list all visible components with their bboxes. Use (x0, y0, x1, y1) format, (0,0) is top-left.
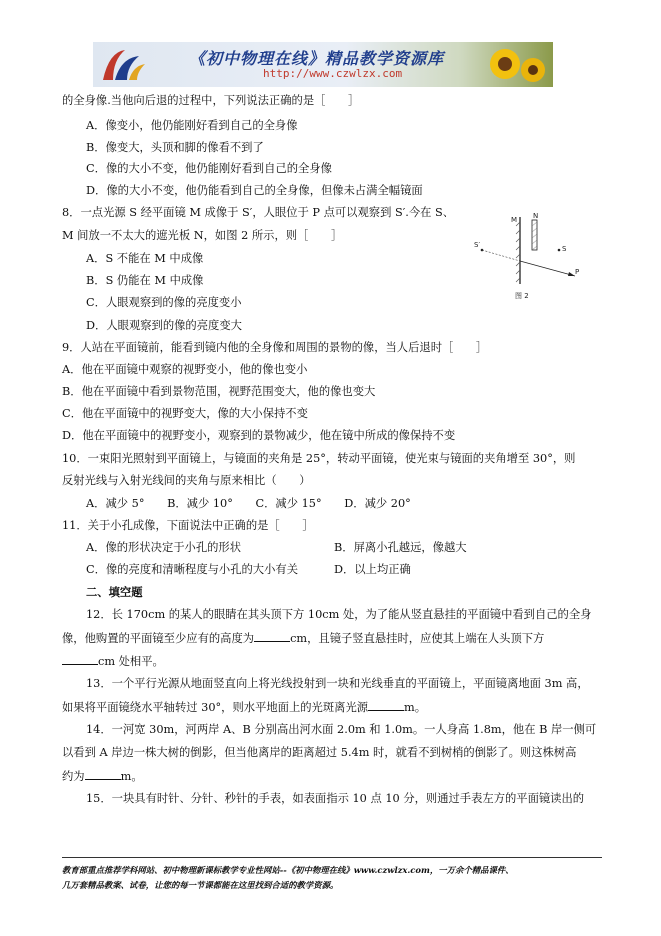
q12-line1: 12．长 170cm 的某人的眼睛在其头顶下方 10cm 处，为了能从竖直悬挂的平面镜中看到自己的全身 (86, 608, 592, 621)
q8-option-d: D．人眼观察到的像的亮度变大 (86, 319, 242, 332)
footer-line-1: 教育部重点推荐学科网站、初中物理新课标教学专业性网站--《初中物理在线》www.czwlzx.com，一万余个精品课件、 (62, 865, 514, 875)
q7-option-c: C．像的大小不变，他仍能刚好看到自己的全身像 (86, 162, 332, 175)
q9-option-a: A．他在平面镜中观察的视野变小，他的像也变小 (62, 363, 308, 376)
mirror-label: M (511, 216, 518, 224)
ray-arrow-icon (568, 272, 575, 276)
reflected-ray (520, 261, 575, 276)
q9-option-d: D．他在平面镜中的视野变小，观察到的景物减少，他在镜中所成的像保持不变 (62, 429, 456, 442)
q13-line1: 13．一个平行光源从地面竖直向上将光线投射到一块和光线垂直的平面镜上，平面镜离地面 3m 高， (86, 677, 589, 690)
board-label: N (533, 212, 539, 220)
q9-option-b: B．他在平面镜中看到景物范围，视野范围变大，他的像也变大 (62, 385, 376, 398)
q14-line3 (62, 768, 143, 785)
q7-stem-end: 的全身像.当他向后退的过程中，下列说法正确的是［ ］ (62, 94, 360, 107)
q8-option-b: B．S 仍能在 M 中成像 (86, 274, 204, 287)
source-label: S (562, 245, 567, 253)
q15-line1: 15．一块具有时针、分针、秒针的手表，如表面指示 10 点 10 分，则通过手表左方的平面镜读出的 (86, 792, 585, 805)
header-banner (93, 42, 553, 87)
banner-title: 《初中物理在线》精品教学资源库 (189, 49, 445, 68)
q10-stem-line2: 反射光线与入射光线间的夹角与原来相比（ ） (62, 474, 311, 487)
q7-option-a: A．像变小，他仍能刚好看到自己的全身像 (86, 119, 298, 132)
q12-blank-1[interactable] (254, 630, 290, 642)
figure-caption: 图 2 (515, 292, 529, 300)
eye-label: P (575, 268, 580, 276)
q14-blank[interactable] (85, 768, 121, 780)
q13-text-a: 如果将平面镜绕水平轴转过 30°，则水平地面上的光斑离光源 (62, 701, 369, 714)
q12-text-b: cm，且镜子竖直悬挂时，应使其上端在人头顶下方 (290, 632, 545, 645)
figure-2-diagram (471, 212, 599, 304)
q14-text-a: 约为 (62, 770, 85, 783)
q11-option-a: A．像的形状决定于小孔的形状 (86, 541, 242, 554)
footer-divider (62, 857, 602, 858)
image-label: S′ (474, 241, 481, 249)
banner-url[interactable]: http://www.czwlzx.com (263, 67, 403, 80)
q11-option-c: C．像的亮度和清晰程度与小孔的大小有关 (86, 563, 298, 576)
q8-option-a: A．S 不能在 M 中成像 (86, 252, 204, 265)
sunflower-icon (485, 44, 547, 86)
q14-line1: 14．一河宽 30m，河两岸 A、B 分别高出河水面 2.0m 和 1.0m。一人身高 1.8m，他在 B 岸一侧可 (86, 723, 597, 736)
q10-options: A．减少 5° B．减少 10° C．减少 15° D．减少 20° (86, 497, 411, 510)
q14-line2: 以看到 A 岸边一株大树的倒影，但当他离岸的距离超过 5.4m 时，就看不到树梢的倒影了。则这株树高 (62, 746, 577, 759)
q12-line3 (62, 653, 164, 670)
q12-line2 (62, 630, 544, 647)
q7-option-b: B．像变大，头顶和脚的像看不到了 (86, 141, 264, 154)
q13-line2 (62, 699, 426, 716)
footer-line-2: 几万套精品教案、试卷，让您的每一节课都能在这里找到合适的教学资源。 (62, 880, 339, 890)
site-logo-icon (99, 46, 147, 84)
q13-blank[interactable] (368, 699, 404, 711)
q12-blank-2[interactable] (62, 653, 98, 665)
q10-stem-line1: 10．一束阳光照射到平面镜上，与镜面的夹角是 25°，转动平面镜，使光束与镜面的夹角增至 30°，则 (62, 452, 576, 465)
q7-option-d: D．像的大小不变，他仍能看到自己的全身像，但像未占满全幅镜面 (86, 184, 423, 197)
q14-text-b: m。 (120, 770, 143, 783)
q11-option-d: D．以上均正确 (334, 563, 411, 576)
board-hatching (532, 222, 537, 250)
q8-stem-line2: M 间放一不太大的遮光板 N，如图 2 所示，则［ ］ (62, 229, 343, 242)
virtual-ray (482, 250, 520, 261)
source-point (558, 249, 561, 252)
q12-text-a: 像，他购置的平面镜至少应有的高度为 (62, 632, 255, 645)
q9-option-c: C．他在平面镜中的视野变大，像的大小保持不变 (62, 407, 308, 420)
section-title-fill-in: 二、填空题 (86, 585, 143, 599)
q12-text-c: cm 处相平。 (98, 655, 164, 668)
q13-text-b: m。 (404, 701, 427, 714)
q9-stem: 9．人站在平面镜前，能看到镜内他的全身像和周围的景物的像，当人后退时［ ］ (62, 341, 488, 354)
q11-stem: 11．关于小孔成像，下面说法中正确的是［ ］ (62, 519, 314, 532)
q8-stem-line1: 8．一点光源 S 经平面镜 M 成像于 S′，人眼位于 P 点可以观察到 S′.今在 S、 (62, 206, 455, 219)
q11-option-b: B．屏离小孔越远，像越大 (334, 541, 467, 554)
page-footer (62, 863, 602, 893)
q8-option-c: C．人眼观察到的像的亮度变小 (86, 296, 242, 309)
shading-board (532, 220, 537, 250)
